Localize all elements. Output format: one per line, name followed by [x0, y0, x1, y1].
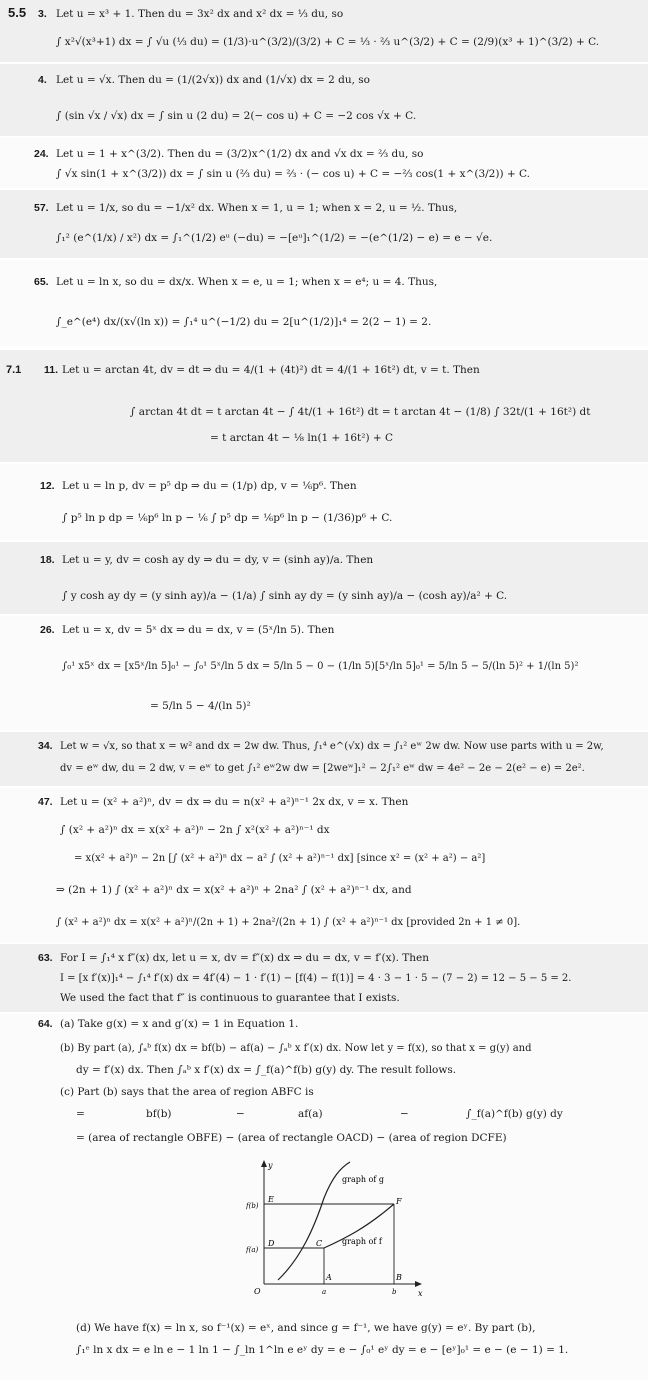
problem-number: 18.: [40, 554, 55, 566]
graph-of-g-curve: [278, 1162, 350, 1280]
area-diagram: [246, 1158, 426, 1298]
problem-line: For I = ∫₁⁴ x f″(x) dx, let u = x, dv = f″(x) dx ⇒ du = dx, v = f′(x). Then: [60, 952, 430, 964]
point-d: D: [268, 1239, 275, 1248]
problem-line: =: [76, 1108, 85, 1120]
problem-line: ∫ p⁵ ln p dp = ⅙p⁶ ln p − ⅙ ∫ p⁵ dp = ⅙p⁶ ln p − (1/36)p⁶ + C.: [62, 512, 393, 524]
problem-number: 26.: [40, 624, 55, 636]
problem-line: Let u = y, dv = cosh ay dy ⇒ du = dy, v = (sinh ay)/a. Then: [62, 554, 374, 566]
problem-line: = x(x² + a²)ⁿ − 2n [∫ (x² + a²)ⁿ dx − a² ∫ (x² + a²)ⁿ⁻¹ dx] [since x² = (x² + a²) − a²]: [74, 853, 486, 864]
problem-number: 63.: [38, 952, 53, 964]
problem-line: ∫ y cosh ay dy = (y sinh ay)/a − (1/a) ∫ sinh ay dy = (y sinh ay)/a − (cosh ay)/a² + C.: [62, 590, 508, 602]
problem-line: bf(b): [146, 1108, 172, 1120]
problem-number: 64.: [38, 1018, 53, 1030]
y-axis-arrow: [261, 1160, 267, 1167]
tick-a: a: [322, 1288, 327, 1296]
problem-line: Let u = ln x, so du = dx/x. When x = e, u = 1; when x = e⁴; u = 4. Thus,: [56, 276, 438, 288]
problem-number: 57.: [34, 202, 49, 214]
problem-number: 3.: [38, 8, 47, 20]
problem-line: ∫ x²√(x³+1) dx = ∫ √u (⅓ du) = (1/3)·u^(3/2)/(3/2) + C = ⅓ · ⅔ u^(3/2) + C = (2/9)(x³ + 1)^(3/2) + C.: [56, 36, 600, 48]
problem-line: ∫₀¹ x5ˣ dx = [x5ˣ/ln 5]₀¹ − ∫₀¹ 5ˣ/ln 5 dx = 5/ln 5 − 0 − (1/ln 5)[5ˣ/ln 5]₀¹ = 5/ln 5 − 5/(ln 5)² + 1/(ln 5)²: [62, 661, 579, 672]
problem-line: dv = eʷ dw, du = 2 dw, v = eʷ to get ∫₁² eʷ2w dw = [2weʷ]₁² − 2∫₁² eʷ dw = 4e² − 2e − 2(e² − e) = 2e².: [60, 763, 585, 774]
problem-line: −: [400, 1108, 409, 1120]
section-number: 7.1: [6, 364, 22, 376]
problem-line: = t arctan 4t − ⅛ ln(1 + 16t²) + C: [210, 432, 394, 444]
point-f: F: [396, 1197, 402, 1206]
problem-line: (d) We have f(x) = ln x, so f⁻¹(x) = eˣ, and since g = f⁻¹, we have g(y) = eʸ. By part (b),: [76, 1322, 536, 1334]
band: [0, 190, 648, 258]
problem-line: −: [236, 1108, 245, 1120]
band: [0, 464, 648, 540]
problem-line: (c) Part (b) says that the area of region ABFC is: [60, 1086, 314, 1098]
problem-line: Let u = 1/x, so du = −1/x² dx. When x = 1, u = 1; when x = 2, u = ½. Thus,: [56, 202, 458, 214]
problem-line: Let u = x, dv = 5ˣ dx ⇒ du = dx, v = (5ˣ/ln 5). Then: [62, 624, 335, 636]
problem-line: = (area of rectangle OBFE) − (area of rectangle OACD) − (area of region DCFE): [76, 1132, 507, 1144]
band: [0, 542, 648, 614]
problem-line: ∫_f(a)^f(b) g(y) dy: [466, 1108, 563, 1120]
point-b: B: [396, 1273, 402, 1282]
problem-line: I = [x f′(x)]₁⁴ − ∫₁⁴ f′(x) dx = 4f′(4) − 1 · f′(1) − [f(4) − f(1)] = 4 · 3 − 1 · 5 − (7 − 2) = 12 − 5 − 5 = 2.: [60, 973, 572, 984]
problem-line: ⇒ (2n + 1) ∫ (x² + a²)ⁿ dx = x(x² + a²)ⁿ + 2na² ∫ (x² + a²)ⁿ⁻¹ dx, and: [56, 884, 412, 896]
problem-line: dy = f′(x) dx. Then ∫ₐᵇ x f′(x) dx = ∫_f(a)^f(b) g(y) dy. The result follows.: [76, 1064, 457, 1076]
problem-line: af(a): [298, 1108, 323, 1120]
problem-line: Let u = (x² + a²)ⁿ, dv = dx ⇒ du = n(x² + a²)ⁿ⁻¹ 2x dx, v = x. Then: [60, 796, 409, 808]
x-axis-arrow: [415, 1281, 422, 1287]
problem-number: 24.: [34, 148, 49, 160]
problem-line: ∫ arctan 4t dt = t arctan 4t − ∫ 4t/(1 + 16t²) dt = t arctan 4t − (1/8) ∫ 32t/(1 + 16t²) dt: [130, 406, 591, 418]
problem-number: 11.: [44, 364, 59, 376]
problem-line: Let u = ln p, dv = p⁵ dp ⇒ du = (1/p) dp, v = ⅙p⁶. Then: [62, 480, 357, 492]
problem-line: = 5/ln 5 − 4/(ln 5)²: [150, 700, 251, 712]
problem-line: ∫_e^(e⁴) dx/(x√(ln x)) = ∫₁⁴ u^(−1/2) du = 2[u^(1/2)]₁⁴ = 2(2 − 1) = 2.: [56, 316, 432, 328]
problem-number: 4.: [38, 74, 47, 86]
tick-b: b: [392, 1288, 397, 1296]
problem-line: Let u = 1 + x^(3/2). Then du = (3/2)x^(1/2) dx and √x dx = ⅔ du, so: [56, 148, 424, 160]
problem-line: (a) Take g(x) = x and g′(x) = 1 in Equation 1.: [60, 1018, 299, 1030]
problem-line: Let u = √x. Then du = (1/(2√x)) dx and (1/√x) dx = 2 du, so: [56, 74, 370, 86]
problem-number: 12.: [40, 480, 55, 492]
problem-line: ∫ (sin √x / √x) dx = ∫ sin u (2 du) = 2(− cos u) + C = −2 cos √x + C.: [56, 110, 417, 122]
point-c: C: [316, 1239, 323, 1248]
problem-number: 47.: [38, 796, 53, 808]
x-axis-label: x: [418, 1289, 423, 1298]
graph-g-label: graph of g: [342, 1175, 384, 1184]
graph-f-label: graph of f: [342, 1237, 382, 1246]
problem-line: ∫ (x² + a²)ⁿ dx = x(x² + a²)ⁿ/(2n + 1) + 2na²/(2n + 1) ∫ (x² + a²)ⁿ⁻¹ dx [provided 2n + 1 ≠ 0].: [56, 917, 521, 928]
point-e: E: [268, 1195, 274, 1204]
problem-line: Let w = √x, so that x = w² and dx = 2w dw. Thus, ∫₁⁴ e^(√x) dx = ∫₁² eʷ 2w dw. Now use parts with u = 2w,: [60, 741, 604, 752]
problem-line: ∫ (x² + a²)ⁿ dx = x(x² + a²)ⁿ − 2n ∫ x²(x² + a²)ⁿ⁻¹ dx: [60, 824, 330, 836]
problem-line: Let u = arctan 4t, dv = dt ⇒ du = 4/(1 + (4t)²) dt = 4/(1 + 16t²) dt, v = t. Then: [62, 364, 480, 376]
fb-label: f(b): [246, 1202, 259, 1210]
problem-line: (b) By part (a), ∫ₐᵇ f(x) dx = bf(b) − af(a) − ∫ₐᵇ x f′(x) dx. Now let y = f(x), so that x = g(y) and: [60, 1043, 532, 1054]
y-axis-label: y: [268, 1161, 273, 1170]
section-number: 5.5: [8, 5, 27, 20]
problem-line: We used the fact that f″ is continuous to guarantee that I exists.: [60, 992, 400, 1004]
origin-label: O: [254, 1287, 261, 1296]
problem-line: ∫ √x sin(1 + x^(3/2)) dx = ∫ sin u (⅔ du) = ⅔ · (− cos u) + C = −⅔ cos(1 + x^(3/2)) + C.: [56, 168, 531, 180]
problem-line: ∫₁² (e^(1/x) / x²) dx = ∫₁^(1/2) eᵘ (−du) = −[eᵘ]₁^(1/2) = −(e^(1/2) − e) = e − √e.: [56, 232, 493, 244]
point-a: A: [326, 1273, 332, 1282]
problem-number: 34.: [38, 740, 53, 752]
band: [0, 260, 648, 346]
problem-line: Let u = x³ + 1. Then du = 3x² dx and x² dx = ⅓ du, so: [56, 8, 344, 20]
problem-number: 65.: [34, 276, 49, 288]
fa-label: f(a): [246, 1246, 259, 1254]
problem-line: ∫₁ᵉ ln x dx = e ln e − 1 ln 1 − ∫_ln 1^ln e eʸ dy = e − ∫₀¹ eʸ dy = e − [eʸ]₀¹ = e − (e − 1) = 1.: [76, 1344, 569, 1356]
